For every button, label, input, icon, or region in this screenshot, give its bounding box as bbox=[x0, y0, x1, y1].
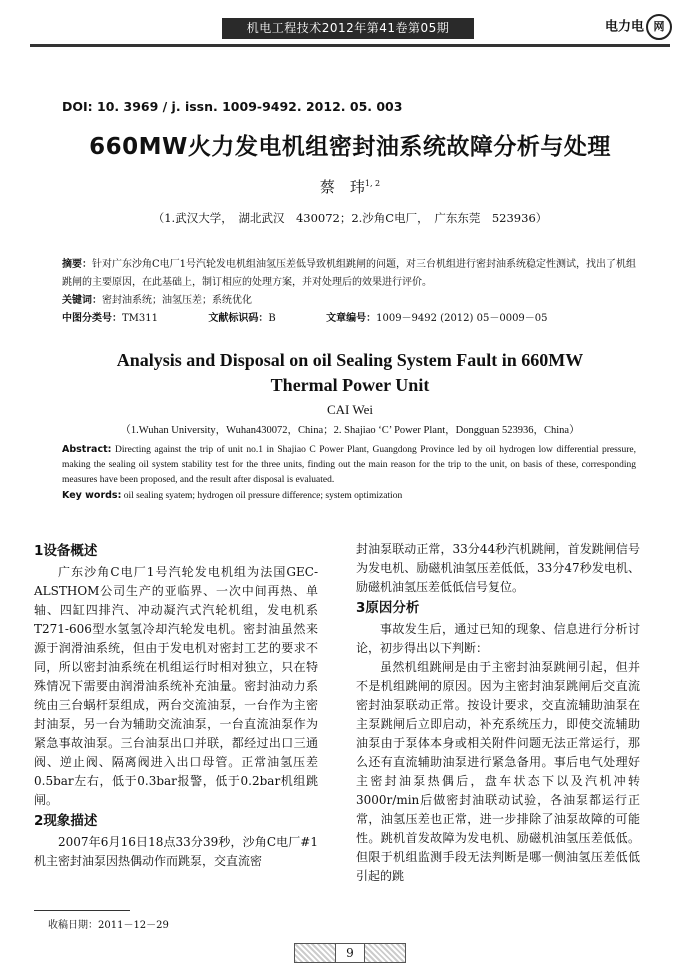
body-column-left bbox=[34, 540, 318, 871]
doccode-label: 文献标识码： bbox=[208, 313, 269, 324]
zh-abstract-label: 摘要： bbox=[62, 259, 92, 270]
section-1-heading: 1设备概述 bbox=[34, 543, 98, 559]
section-3-paragraph-2: 虽然机组跳闸是由于主密封油泵跳闸引起，但并不是机组跳闸的原因。因为主密封油泵跳闸后交直流密封油泵联动正常。按设计要求，交直流辅助油泵在主泵跳闸后立即启动，补充系统压力，即使交流辅助油泵由于泵体本身或相关附件问题无法正常运行，那么还有直流辅助油泵进行紧急备用。事后电气处理好主密封油泵热偶后，盘车状态下以及汽机冲转3000r/min后做密封油联动试验，各油泵都运行正常，油氢压差也正常，进一步排除了油泵故障的可能性。跳机首发故障为发电机、励磁机油氢压差低低。但限于机组监测手段无法判断是哪一侧油氢压差低低引起的跳 bbox=[356, 660, 640, 883]
logo-icon: 网 bbox=[646, 14, 672, 40]
page-footer bbox=[0, 942, 700, 963]
section-3-heading: 3原因分析 bbox=[356, 600, 420, 616]
en-title bbox=[0, 348, 700, 398]
zh-classification bbox=[62, 310, 636, 328]
en-keywords-label: Key words: bbox=[62, 490, 122, 501]
zh-abstract-block bbox=[62, 256, 636, 328]
footnote-rule bbox=[34, 910, 130, 911]
en-keywords-text: oil sealing syatem; hydrogen oil pressure difference; system optimization bbox=[123, 491, 403, 501]
zh-keywords-text: 密封油系统；油氢压差；系统优化 bbox=[102, 295, 252, 306]
column-label bbox=[605, 14, 672, 40]
en-keywords bbox=[62, 488, 636, 504]
page-number: 9 bbox=[335, 944, 365, 962]
en-title-line1: Analysis and Disposal on oil Sealing System Fault in 660MW bbox=[116, 350, 584, 370]
article-value: 1009－9492 (2012) 05－0009－05 bbox=[376, 313, 548, 324]
clc-label: 中图分类号： bbox=[62, 313, 122, 324]
body-column-right bbox=[356, 540, 640, 886]
en-affiliation: （1.Wuhan University，Wuhan430072，China；2. Shajiao ‘C’ Power Plant，Dongguan 523936，China） bbox=[120, 425, 580, 436]
en-abstract-label: Abstract: bbox=[62, 444, 112, 455]
page-number-box bbox=[294, 943, 406, 963]
column-text: 电力电 bbox=[604, 19, 644, 35]
zh-keywords-label: 关键词： bbox=[62, 295, 102, 306]
section-2-paragraph-cont: 封油泵联动正常，33分44秒汽机跳闸，首发跳闸信号为发电机、励磁机油氢压差低低，33分47秒发电机、励磁机油氢压差低低信号复位。 bbox=[356, 542, 640, 594]
zh-title: 660MW火力发电机组密封油系统故障分析与处理 bbox=[89, 134, 611, 160]
en-title-line2: Thermal Power Unit bbox=[270, 375, 430, 395]
zh-author-sup: 1, 2 bbox=[364, 179, 381, 188]
zh-abstract-text: 针对广东沙角C电厂1号汽轮发电机组油氢压差低导致机组跳闸的问题，对三台机组进行密封油系统稳定性测试，找出了机组跳闸的主要原因，在此基础上，制订相应的处理方案，并对处理后的效果进行评价。 bbox=[62, 259, 637, 288]
zh-author-name: 蔡 玮 bbox=[319, 178, 365, 196]
article-label: 文章编号： bbox=[326, 313, 377, 324]
doi: DOI: 10. 3969 / j. issn. 1009-9492. 2012. 05. 003 bbox=[62, 99, 403, 114]
received-date: 收稿日期：2011－12－29 bbox=[48, 920, 169, 931]
section-2-heading: 2现象描述 bbox=[34, 813, 98, 829]
en-abstract-text: Directing against the trip of unit no.1 in Shajiao C Power Plant, Guangdong Province led by oil hydrogen low differential pressure, making the sealing oil system stability test for the three units, finding out the main reason for the trip to the unit, on basis of these, corresponding measures have been proposed, and the result after disposal is evaluated. bbox=[62, 445, 637, 485]
zh-abstract bbox=[62, 256, 636, 292]
section-2-paragraph: 2007年6月16日18点33分39秒，沙角C电厂#1机主密封油泵因热偶动作而跳泵，交直流密 bbox=[34, 835, 318, 868]
section-1-paragraph: 广东沙角C电厂1号汽轮发电机组为法国GEC-ALSTHOM公司生产的亚临界、一次中间再热、单轴、四缸四排汽、冲动凝汽式汽轮机组，发电机系T271-606型水氢氢冷却汽轮发电机。密封油虽然来源于润滑油系统，但由于发电机对密封工艺的要求不同，所以密封油系统在机组运行时相对独立，只在特殊情况下需要由润滑油系统补充油量。密封油动力系统由三台蜗杆泵组成，两台交流油泵，一台作为主密封油泵，另一台为辅助交流油泵，一台直流油泵作为紧急事故油泵。三台油泵出口并联，都经过出口三通阀、逆止阀、隔离阀进入出口母管。正常油氢压差0.5bar左右，低于0.3bar报警，低于0.2bar机组跳闸。 bbox=[34, 565, 318, 807]
en-abstract bbox=[62, 442, 636, 488]
header-rule bbox=[30, 44, 670, 47]
clc-value: TM311 bbox=[122, 313, 158, 324]
en-abstract-block bbox=[62, 442, 636, 504]
journal-info: 机电工程技术2012年第41卷第05期 bbox=[222, 18, 474, 39]
zh-keywords bbox=[62, 292, 636, 310]
zh-author bbox=[0, 176, 700, 197]
section-3-paragraph-1: 事故发生后，通过已知的现象、信息进行分析讨论，初步得出以下判断： bbox=[356, 622, 640, 655]
running-header bbox=[0, 14, 700, 52]
doccode-value: B bbox=[268, 313, 276, 324]
zh-affiliation: （1.武汉大学， 湖北武汉 430072；2.沙角C电厂， 广东东莞 523936） bbox=[152, 211, 548, 225]
en-author: CAI Wei bbox=[326, 402, 373, 417]
